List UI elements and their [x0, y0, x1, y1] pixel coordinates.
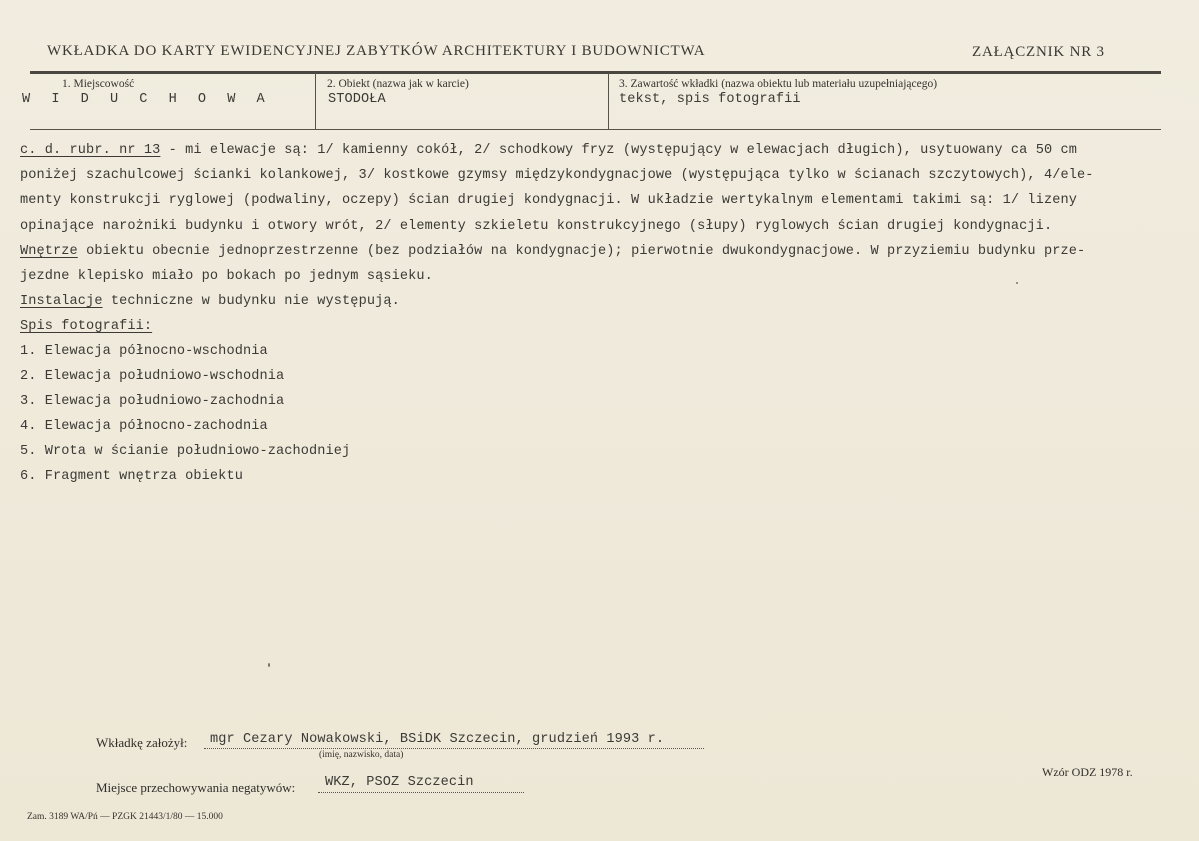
contents-value: tekst, spis fotografii [619, 92, 801, 107]
body-line-4: opinające narożniki budynku i otwory wrót, 2/ elementy szkieletu konstrukcyjnego (słupy) ryglowych ścian drugiej kondygnacji. [20, 219, 1053, 234]
photo-list-item: 4. Elewacja północno-zachodnia [20, 419, 268, 434]
installations-heading: Instalacje [20, 294, 103, 309]
document-title: WKŁADKA DO KARTY EWIDENCYJNEJ ZABYTKÓW ARCHITEKTURY I BUDOWNICTWA [47, 43, 706, 59]
body-line-7 [20, 294, 400, 309]
header-rule-bottom [30, 129, 1161, 130]
negatives-location-value: WKZ, PSOZ Szczecin [325, 775, 474, 790]
photo-list-item: 3. Elewacja południowo-zachodnia [20, 394, 285, 409]
object-value: STODOŁA [328, 92, 386, 107]
body-line-5 [20, 244, 1085, 259]
paper-speck [268, 663, 270, 667]
founded-by-label: Wkładkę założył: [96, 735, 188, 750]
photo-list-item: 2. Elewacja południowo-wschodnia [20, 369, 285, 384]
body-line-6: jezdne klepisko miało po bokach po jednym sąsieku. [20, 269, 433, 284]
body-line-1 [20, 143, 1077, 158]
founded-by-dotline [204, 748, 704, 749]
founded-by-value: mgr Cezary Nowakowski, BSiDK Szczecin, grudzień 1993 r. [210, 732, 665, 747]
column-divider-2 [608, 73, 609, 130]
body-line-7-text: techniczne w budynku nie występują. [102, 294, 400, 309]
object-label: 2. Obiekt (nazwa jak w karcie) [327, 78, 469, 90]
photo-list-item: 6. Fragment wnętrza obiektu [20, 469, 243, 484]
founded-by-hint: (imię, nazwisko, data) [319, 750, 404, 760]
attachment-number: ZAŁĄCZNIK NR 3 [972, 44, 1105, 60]
print-imprint: Zam. 3189 WA/Pń — PZGK 21443/1/80 — 15.000 [27, 812, 223, 822]
body-line-1-text: - mi elewacje są: 1/ kamienny cokół, 2/ schodkowy fryz (występujący w elewacjach długich), usytuowany ca 50 cm [160, 143, 1077, 158]
locality-label: 1. Miejscowość [62, 78, 135, 90]
continuation-reference: c. d. rubr. nr 13 [20, 143, 161, 158]
header-rule-top [30, 71, 1161, 74]
locality-value: W I D U C H O W A [22, 92, 272, 107]
paper-speck [1016, 282, 1018, 284]
body-line-3: menty konstrukcji ryglowej (podwaliny, oczepy) ścian drugiej kondygnacji. W układzie wertykalnym elementami takimi są: 1/ lizeny [20, 193, 1077, 208]
form-model: Wzór ODZ 1978 r. [1042, 765, 1133, 779]
negatives-location-dotline [318, 792, 524, 793]
contents-label: 3. Zawartość wkładki (nazwa obiektu lub materiału uzupełniającego) [619, 78, 938, 90]
column-divider-1 [315, 73, 316, 130]
interior-heading: Wnętrze [20, 244, 78, 259]
body-line-2: poniżej szachulcowej ścianki kolankowej, 3/ kostkowe gzymsy międzykondygnacjowe (występująca tylko w ścianach szczytowych), 4/ele- [20, 168, 1094, 183]
photo-list-item: 1. Elewacja północno-wschodnia [20, 344, 268, 359]
body-line-5-text: obiektu obecnie jednoprzestrzenne (bez podziałów na kondygnacje); pierwotnie dwukondygnacjowe. W przyziemiu budynku prze- [77, 244, 1086, 259]
photo-list-item: 5. Wrota w ścianie południowo-zachodniej [20, 444, 351, 459]
negatives-location-label: Miejsce przechowywania negatywów: [96, 780, 296, 795]
photo-list-heading: Spis fotografii: [20, 319, 153, 334]
